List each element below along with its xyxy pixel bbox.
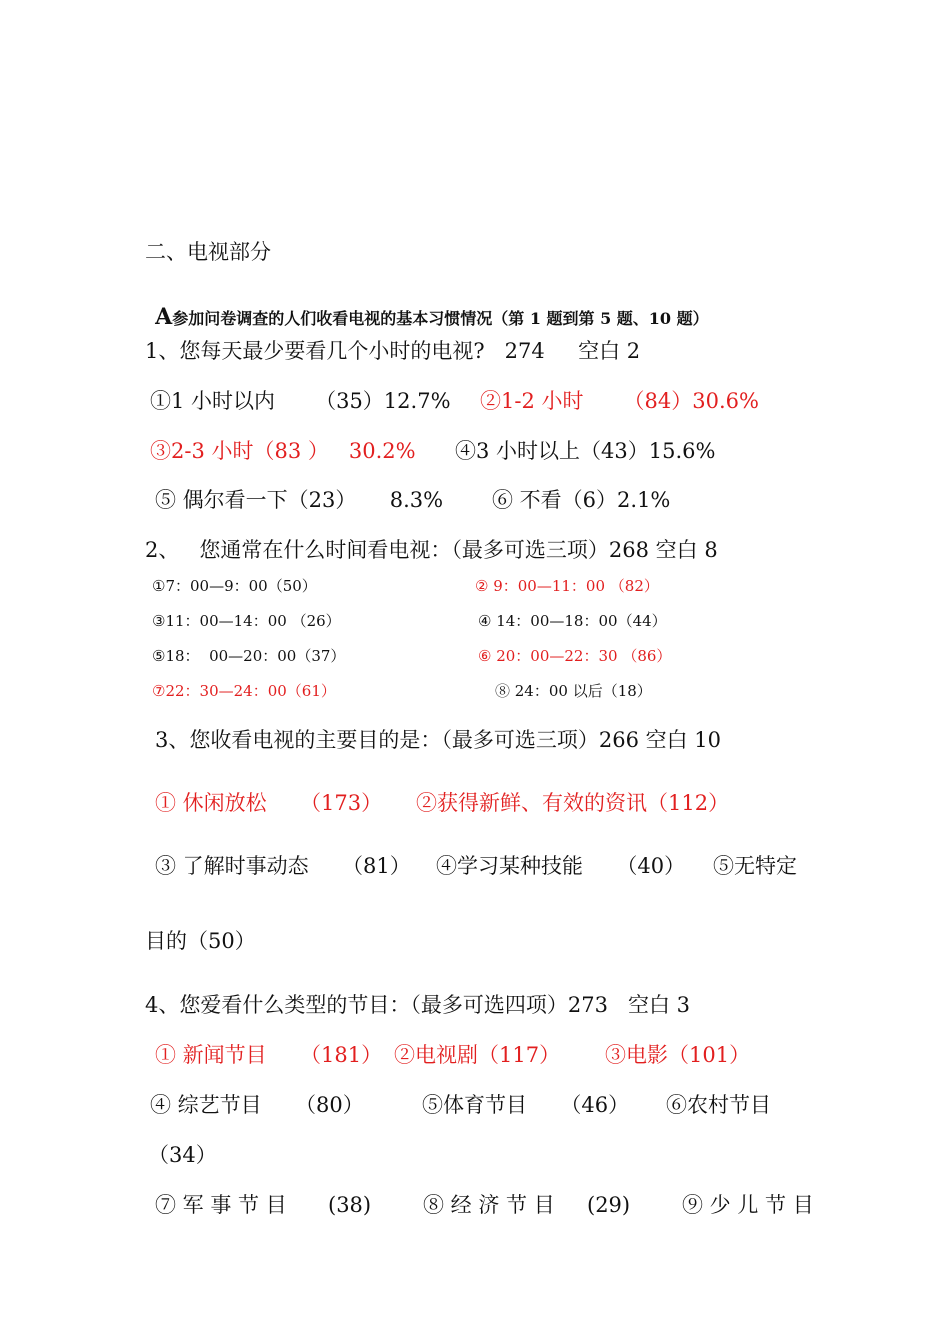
q4-option-7: ⑦ 军 事 节 目 [155, 1193, 287, 1217]
q4-option-9: ⑨ 少 儿 节 目 [682, 1193, 814, 1217]
q4-option-2: ②电视剧（117） [394, 1043, 561, 1067]
subsection-text: 参加问卷调查的人们收看电视的基本习惯情况（第 1 题到第 5 题、10 题） [172, 309, 709, 328]
q3-option-3: ③ 了解时事动态 （81） [155, 854, 411, 878]
q4-option-6: ⑥农村节目 [666, 1093, 771, 1117]
subsection-letter: A [155, 304, 173, 330]
q2-option-5: ⑤18： 00—20：00（37） [152, 647, 346, 665]
q1-question: 1、您每天最少要看几个小时的电视? 274 空白 2 [145, 339, 641, 363]
q1-option-4: ④3 小时以上（43）15.6% [455, 439, 716, 463]
q1-option-1: ①1 小时以内 （35）12.7% [150, 389, 451, 413]
q4-option-6-continued: （34） [148, 1143, 217, 1167]
q2-option-2: ② 9：00—11：00 （82） [475, 577, 659, 595]
section-title: 二、电视部分 [145, 240, 271, 264]
q4-option-4: ④ 综艺节目 （80） [150, 1093, 364, 1117]
q2-option-7: ⑦22：30—24：00（61） [152, 682, 336, 700]
q4-option-1: ① 新闻节目 （181） [155, 1043, 383, 1067]
q4-option-3: ③电影（101） [605, 1043, 751, 1067]
q3-option-4: ④学习某种技能 （40） [436, 854, 686, 878]
q2-option-3: ③11：00—14：00 （26） [152, 612, 341, 630]
q2-option-4: ④ 14：00—18：00（44） [478, 612, 667, 630]
q4-option-8-count: (29) [587, 1193, 631, 1217]
q2-option-1: ①7：00—9：00（50） [152, 577, 317, 595]
q3-option-5: ⑤无特定 [713, 854, 797, 878]
q4-question: 4、您爱看什么类型的节目：（最多可选四项）273 空白 3 [145, 993, 691, 1017]
q1-option-3: ③2-3 小时（83 ） 30.2% [150, 439, 416, 463]
q3-question: 3、您收看电视的主要目的是：（最多可选三项）266 空白 10 [155, 728, 722, 752]
q2-question: 2、 您通常在什么时间看电视：（最多可选三项）268 空白 8 [145, 538, 718, 562]
q3-option-1: ① 休闲放松 （173） [155, 791, 383, 815]
q1-option-6: ⑥ 不看（6）2.1% [492, 488, 671, 512]
q4-option-8: ⑧ 经 济 节 目 [423, 1193, 555, 1217]
q2-option-6: ⑥ 20：00—22：30 （86） [478, 647, 672, 665]
q1-option-2: ②1-2 小时 （84）30.6% [480, 389, 759, 413]
q4-option-5: ⑤体育节目 （46） [422, 1093, 630, 1117]
q3-option-5-continued: 目的（50） [145, 929, 256, 953]
subsection-heading [145, 290, 709, 328]
q1-option-5: ⑤ 偶尔看一下（23） 8.3% [155, 488, 444, 512]
q3-option-2: ②获得新鲜、有效的资讯（112） [416, 791, 730, 815]
q4-option-7-count: (38) [328, 1193, 372, 1217]
q2-option-8: ⑧ 24：00 以后（18） [495, 682, 652, 700]
